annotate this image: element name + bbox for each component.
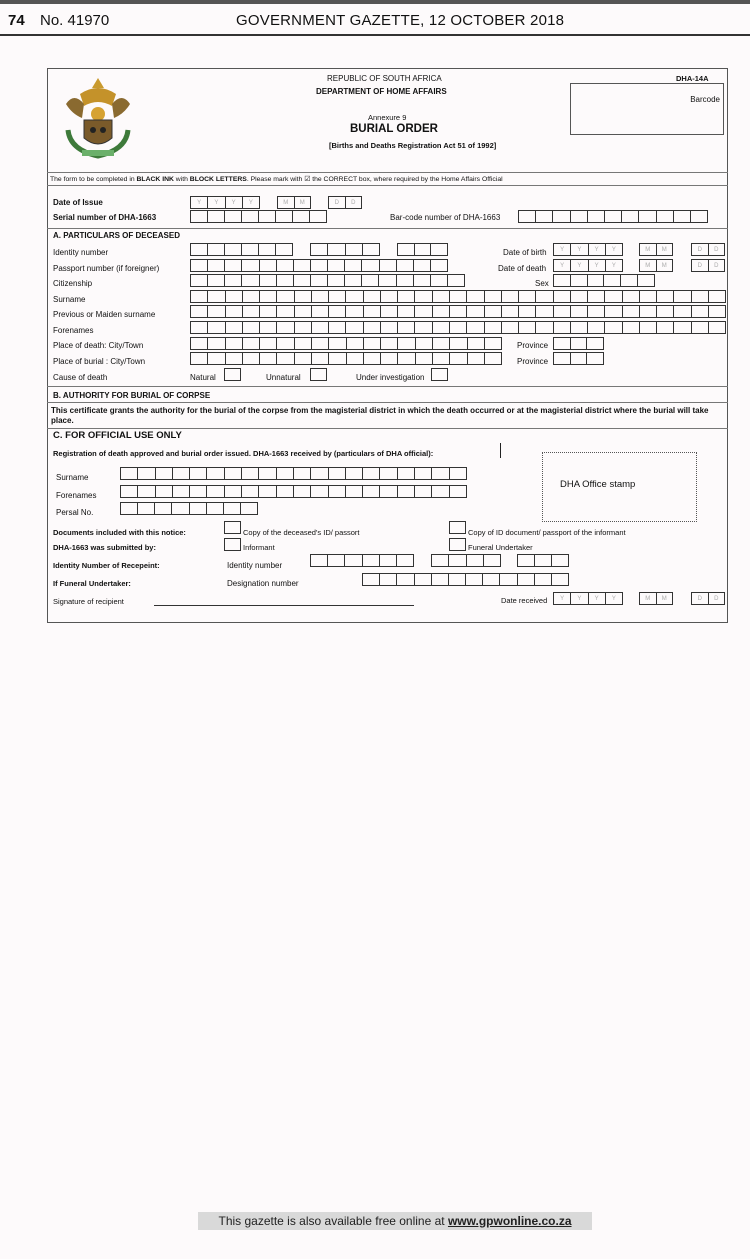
issue-day-cells[interactable]: D D xyxy=(328,196,362,209)
barcode-number-cells[interactable] xyxy=(518,210,708,223)
dod-month-cells[interactable]: M M xyxy=(639,259,673,272)
identity-cells-2[interactable] xyxy=(310,243,380,256)
form-title: BURIAL ORDER xyxy=(350,123,438,135)
identity-number-label: Identity number xyxy=(227,561,283,570)
barcode-box xyxy=(570,83,724,135)
unnatural-checkbox[interactable] xyxy=(310,368,327,381)
top-bar xyxy=(0,0,750,4)
issue-year-cells[interactable]: Y Y Y Y xyxy=(190,196,260,209)
section-b-text: This certificate grants the authority for the burial of the corpse from the magisterial district in which the death occurred or at the magisterial district where the burial will take place. xyxy=(51,406,709,426)
issue-month-cells[interactable]: M M xyxy=(277,196,311,209)
copy-deceased-checkbox[interactable] xyxy=(224,521,241,534)
gazette-number: No. 41970 xyxy=(40,12,110,29)
recipient-id-cells-2[interactable] xyxy=(431,554,501,567)
section-a-heading: A. PARTICULARS OF DECEASED xyxy=(53,231,180,240)
place-burial-label: Place of burial : City/Town xyxy=(53,357,146,366)
republic-label: REPUBLIC OF SOUTH AFRICA xyxy=(327,74,442,83)
serial-number-cells[interactable] xyxy=(190,210,327,223)
official-forenames-cells[interactable] xyxy=(120,485,467,498)
act-label: [Births and Deaths Registration Act 51 of 1992] xyxy=(329,141,497,150)
dob-day-cells[interactable]: D D xyxy=(691,243,725,256)
dod-year-cells[interactable]: Y Y Y Y xyxy=(553,259,623,272)
footer-url-link[interactable]: www.gpwonline.co.za xyxy=(447,1214,572,1228)
instruction-text: The form to be completed in BLACK INK with BLOCK LETTERS. Please mark with ☑ the CORRECT box, where required by the Home Affairs Official xyxy=(50,176,503,183)
recipient-id-cells-3[interactable] xyxy=(517,554,569,567)
submitted-label: DHA-1663 was submitted by: xyxy=(53,543,156,552)
forenames-cells[interactable] xyxy=(190,321,726,334)
department-label: DEPARTMENT OF HOME AFFAIRS xyxy=(316,87,447,96)
documents-label: Documents included with this notice: xyxy=(53,528,186,537)
signature-line[interactable] xyxy=(154,605,414,606)
received-year-cells[interactable]: Y Y Y Y xyxy=(553,592,623,605)
funeral-label: Funeral Undertaker xyxy=(468,543,533,552)
place-death-label: Place of death: City/Town xyxy=(53,341,144,350)
citizenship-label: Citizenship xyxy=(53,279,93,288)
section-b-heading: B. AUTHORITY FOR BURIAL OF CORPSE xyxy=(53,391,211,400)
barcode-label: Barcode xyxy=(690,95,720,104)
if-funeral-label: If Funeral Undertaker: xyxy=(53,579,131,588)
passport-label: Passport number (if foreigner) xyxy=(53,264,160,273)
designation-cells[interactable] xyxy=(362,573,569,586)
funeral-checkbox[interactable] xyxy=(449,538,466,551)
natural-label: Natural xyxy=(190,373,216,382)
serial-number-label: Serial number of DHA-1663 xyxy=(53,213,157,222)
copy-deceased-label: Copy of the deceased's ID/ passort xyxy=(243,528,360,537)
place-death-cells[interactable] xyxy=(190,337,502,350)
forenames-label: Forenames xyxy=(53,326,94,335)
surname-cells[interactable] xyxy=(190,290,726,303)
form-code: DHA-14A xyxy=(676,74,709,83)
dob-label: Date of birth xyxy=(503,248,547,257)
section-c-heading: C. FOR OFFICIAL USE ONLY xyxy=(53,430,182,441)
official-surname-label: Surname xyxy=(56,473,89,482)
citizenship-cells[interactable] xyxy=(190,274,465,287)
text-cursor xyxy=(500,443,501,458)
copy-informant-checkbox[interactable] xyxy=(449,521,466,534)
received-month-cells[interactable]: M M xyxy=(639,592,673,605)
registration-text: Registration of death approved and burial order issued. DHA-1663 received by (particulars of DHA official): xyxy=(53,449,434,458)
copy-informant-label: Copy of ID document/ passport of the informant xyxy=(468,528,626,537)
surname-label: Surname xyxy=(53,295,86,304)
annexure-label: Annexure 9 xyxy=(368,113,407,122)
sex-cells[interactable] xyxy=(553,274,655,287)
signature-label: Signature of recipient xyxy=(53,597,124,606)
identity-label: Identity number xyxy=(53,248,109,257)
designation-label: Designation number xyxy=(227,579,299,588)
footer-banner: This gazette is also available free online at www.gpwonline.co.za xyxy=(198,1212,592,1230)
cause-label: Cause of death xyxy=(53,373,108,382)
dob-year-cells[interactable]: Y Y Y Y xyxy=(553,243,623,256)
barcode-number-label: Bar-code number of DHA-1663 xyxy=(390,213,501,222)
natural-checkbox[interactable] xyxy=(224,368,241,381)
persal-label: Persal No. xyxy=(56,508,94,517)
dod-label: Date of death xyxy=(498,264,547,273)
identity-cells-1[interactable] xyxy=(190,243,293,256)
province-death-cells[interactable] xyxy=(553,337,604,350)
sex-label: Sex xyxy=(535,279,549,288)
informant-label: Informant xyxy=(243,543,275,552)
dod-day-cells[interactable]: D D xyxy=(691,259,725,272)
province-burial-label: Province xyxy=(517,357,549,366)
informant-checkbox[interactable] xyxy=(224,538,241,551)
header-rule xyxy=(0,34,750,36)
province-burial-cells[interactable] xyxy=(553,352,604,365)
gazette-title: GOVERNMENT GAZETTE, 12 OCTOBER 2018 xyxy=(236,12,565,29)
coat-of-arms-emblem xyxy=(60,74,136,160)
office-stamp-label: DHA Office stamp xyxy=(560,479,636,490)
identity-recipient-label: Identity Number of Recepeint: xyxy=(53,561,160,570)
persal-cells[interactable] xyxy=(120,502,258,515)
official-forenames-label: Forenames xyxy=(56,491,97,500)
maiden-cells[interactable] xyxy=(190,305,726,318)
date-received-label: Date received xyxy=(501,596,548,605)
passport-cells[interactable] xyxy=(190,259,448,272)
province-death-label: Province xyxy=(517,341,549,350)
dob-month-cells[interactable]: M M xyxy=(639,243,673,256)
investigation-label: Under investigation xyxy=(356,373,425,382)
unnatural-label: Unnatural xyxy=(266,373,301,382)
maiden-label: Previous or Maiden surname xyxy=(53,310,156,319)
identity-cells-3[interactable] xyxy=(397,243,448,256)
date-of-issue-label: Date of Issue xyxy=(53,198,103,207)
office-stamp-box xyxy=(542,452,697,522)
official-surname-cells[interactable] xyxy=(120,467,467,480)
page-number: 74 xyxy=(8,12,25,29)
place-burial-cells[interactable] xyxy=(190,352,502,365)
investigation-checkbox[interactable] xyxy=(431,368,448,381)
received-day-cells[interactable]: D D xyxy=(691,592,725,605)
recipient-id-cells-1[interactable] xyxy=(310,554,414,567)
